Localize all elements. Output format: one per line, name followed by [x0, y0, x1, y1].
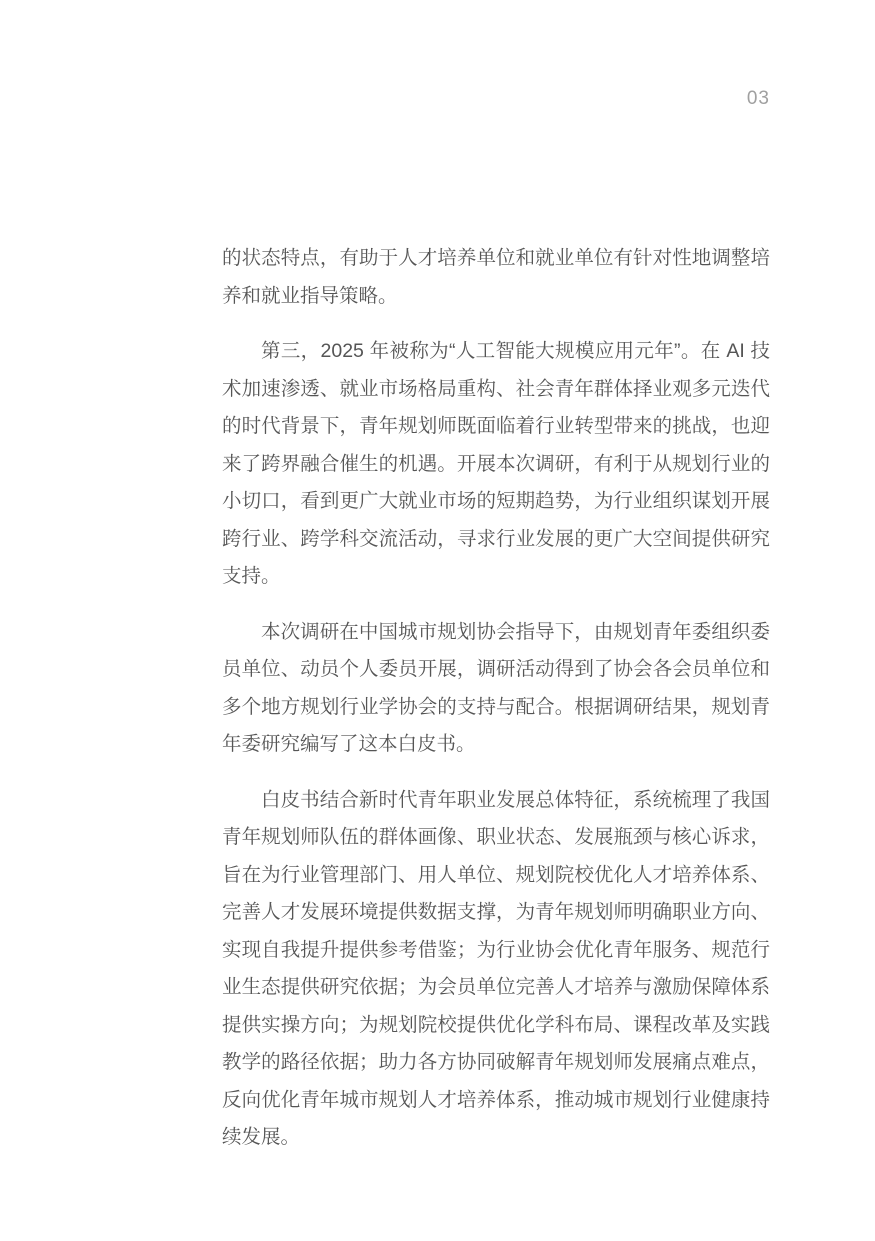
page-number: 03: [746, 88, 770, 109]
paragraph: 白皮书结合新时代青年职业发展总体特征，系统梳理了我国青年规划师队伍的群体画像、职业状态、发展瓶颈与核心诉求，旨在为行业管理部门、用人单位、规划院校优化人才培养体系、完善人才发展环境提供数据支撑，为青年规划师明确职业方向、实现自我提升提供参考借鉴；为行业协会优化青年服务、规范行业生态提供研究依据；为会员单位完善人才培养与激励保障体系提供实操方向；为规划院校提供优化学科布局、课程改革及实践教学的路径依据；助力各方协同破解青年规划师发展痛点难点，反向优化青年城市规划人才培养体系，推动城市规划行业健康持续发展。: [222, 788, 770, 1148]
paragraph: 本次调研在中国城市规划协会指导下，由规划青年委组织委员单位、动员个人委员开展，调研活动得到了协会各会员单位和多个地方规划行业学协会的支持与配合。根据调研结果，规划青年委研究编写了这本白皮书。: [222, 620, 770, 755]
body-text-column: [222, 240, 770, 1157]
paragraph: 第三，2025 年被称为“人工智能大规模应用元年”。在 AI 技术加速渗透、就业市场格局重构、社会青年群体择业观多元迭代的时代背景下，青年规划师既面临着行业转型带来的挑战，也迎来了跨界融合催生的机遇。开展本次调研，有利于从规划行业的小切口，看到更广大就业市场的短期趋势，为行业组织谋划开展跨行业、跨学科交流活动，寻求行业发展的更广大空间提供研究支持。: [222, 340, 770, 587]
paragraph-continuation: 的状态特点，有助于人才培养单位和就业单位有针对性地调整培养和就业指导策略。: [222, 247, 770, 307]
